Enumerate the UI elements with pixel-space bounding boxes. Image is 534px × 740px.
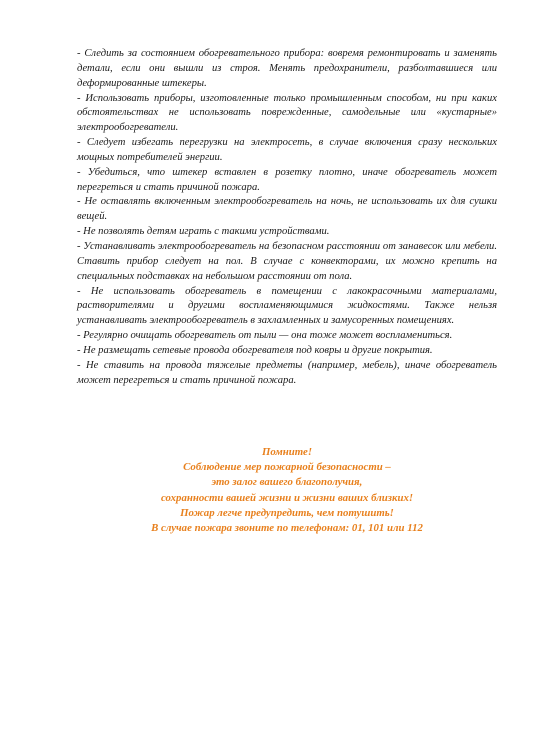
rule-item-maintenance: - Следить за состоянием обогревательного прибора: вовремя ремонтировать и заменять детали, если они вышли из строя. Менять предохранители, разболтавшиеся или деформированные штекеры. xyxy=(77,48,497,89)
rule-item-night: - Не оставлять включенным электрообогреватель на ночь, не использовать их для сушки вещей. xyxy=(77,196,497,223)
fire-safety-rules-list xyxy=(77,47,497,388)
reminder-line: это залог вашего благополучия, xyxy=(211,476,363,489)
rule-item-plug: - Убедиться, что штекер вставлен в розетку плотно, иначе обогреватель может перегреться и стать причиной пожара. xyxy=(77,166,497,193)
rule-item-overload: - Следует избегать перегрузки на электросеть, в случае включения сразу нескольких мощных потребителей энергии. xyxy=(77,137,497,163)
reminder-line: сохранности вашей жизни и жизни ваших близких! xyxy=(160,491,414,504)
reminder-line: Соблюдение мер пожарной безопасности – xyxy=(183,461,391,474)
rule-item-factory-devices: - Использовать приборы, изготовленные только промышленным способом, ни при каких обстоятельствах не использовать поврежденные, самодельные или «кустарные» электрообогреватели. xyxy=(77,92,497,134)
emergency-phones: В случае пожара звоните по телефонам: 01, 101 или 112 xyxy=(151,522,423,535)
rule-item-heavy-objects: - Не ставить на провода тяжелые предметы (например, мебель), иначе обогреватель может перегреться и стать причиной пожара. xyxy=(77,359,497,386)
reminder-slogan: Пожар легче предупредить, чем потушить! xyxy=(180,506,394,519)
reminder-heading: Помните! xyxy=(261,446,313,458)
rule-item-carpets: - Не размещать сетевые провода обогревателя под ковры и другие покрытия. xyxy=(77,344,433,356)
rule-item-children: - Не позволять детям играть с такими устройствами. xyxy=(77,226,330,238)
rule-item-flammables: - Не использовать обогреватель в помещении с лакокрасочными материалами, растворителями и другими воспламеняющимися жидкостями. Также нельзя устанавливать электрообогреватель в захламленных и замусоренных помещениях. xyxy=(77,285,497,327)
reminder-block xyxy=(77,445,497,536)
rule-item-dust: - Регулярно очищать обогреватель от пыли — она тоже может воспламениться. xyxy=(77,330,453,342)
rule-item-placement: - Устанавливать электрообогреватель на безопасном расстоянии от занавесок или мебели. Ставить прибор следует на пол. В случае с конвекторами, их можно крепить на специальных подставках на небольшом расстоянии от пола. xyxy=(77,240,497,282)
